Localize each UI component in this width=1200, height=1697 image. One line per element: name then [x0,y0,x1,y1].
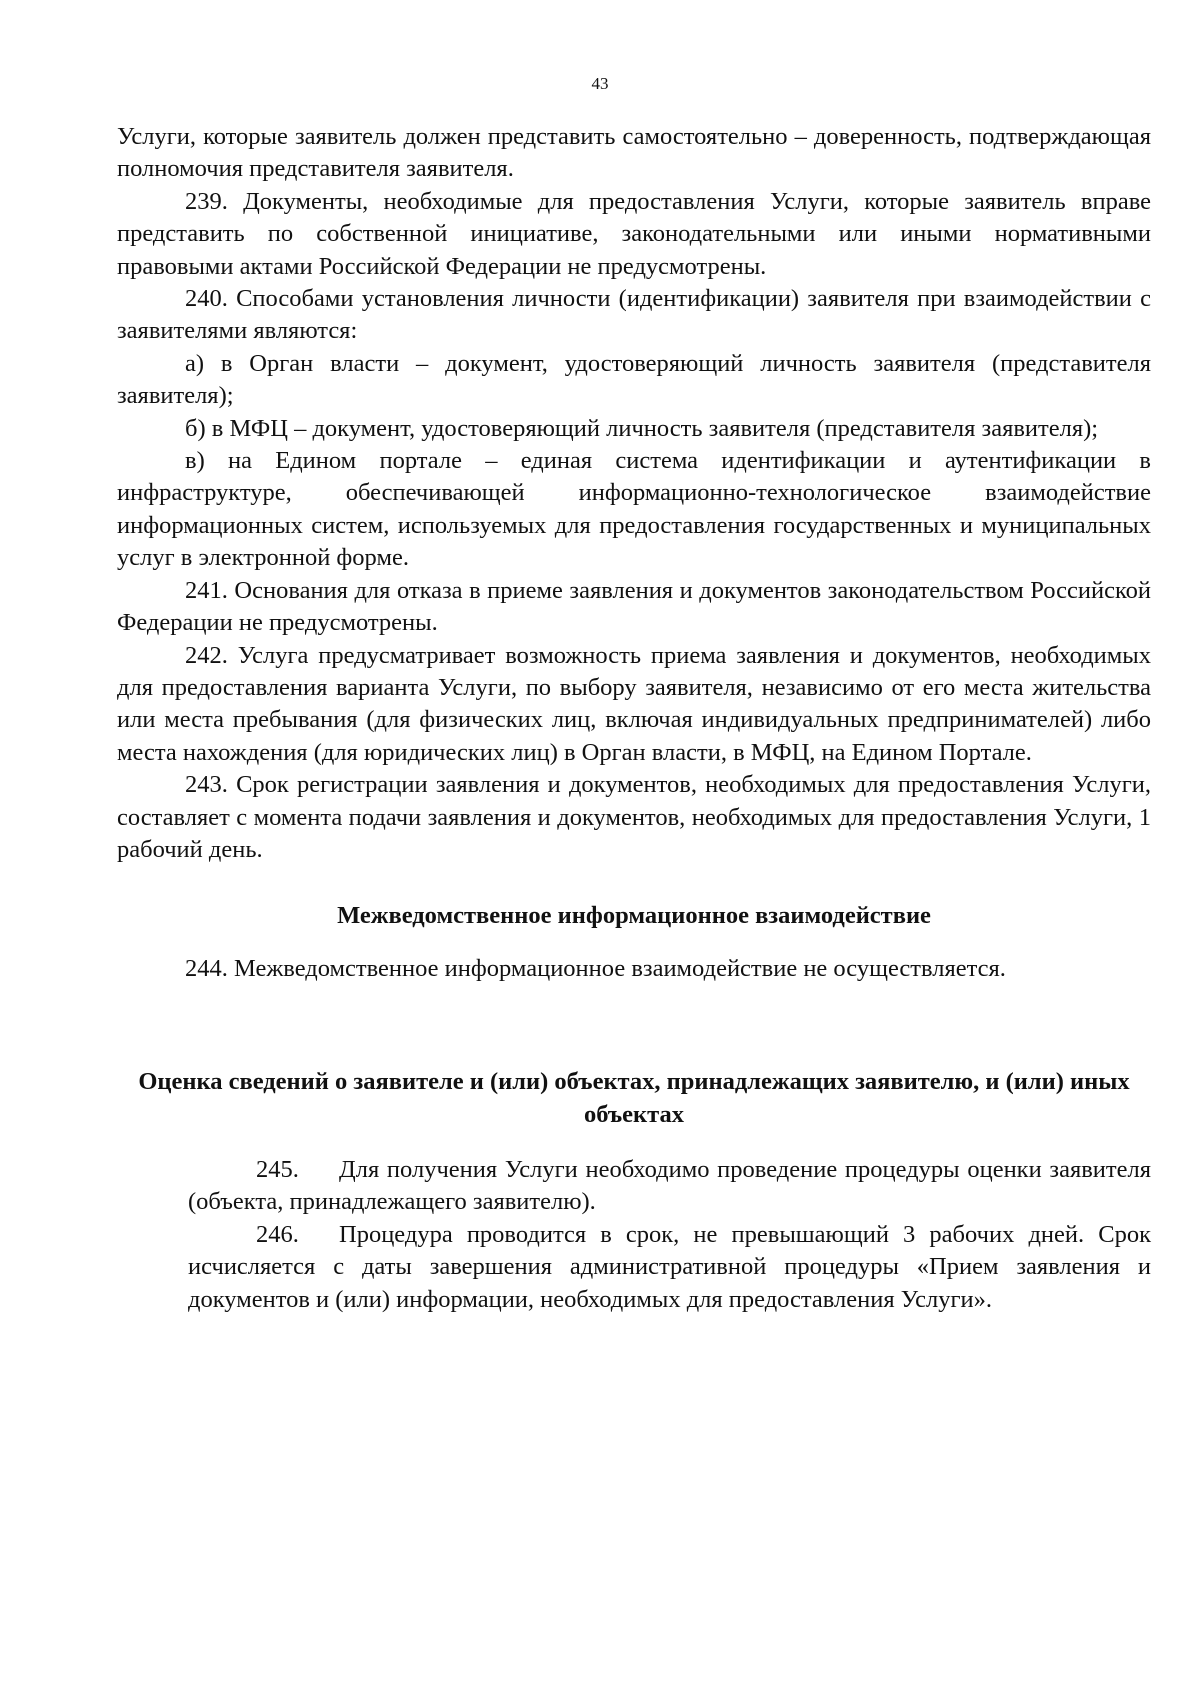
paragraph-240-b: б) в МФЦ – документ, удостоверяющий личность заявителя (представителя заявителя); [185,414,1099,442]
paragraph-245-number: 245. [256,1155,299,1183]
page-number: 43 [591,74,609,93]
paragraph-246-text: Процедура проводится в срок, не превышающий 3 рабочих дней. Срок исчисляется с даты завершения административной процедуры «Прием заявления и документов и (или) информации, необходимых для предоставления Услуги». [188,1220,1151,1313]
paragraph-243: 243. Срок регистрации заявления и документов, необходимых для предоставления Услуги, составляет с момента подачи заявления и документов, необходимых для предоставления Услуги, 1 рабочий день. [117,771,1151,863]
paragraph-240: 240. Способами установления личности (идентификации) заявителя при взаимодействии с заявителями являются: [117,285,1151,345]
paragraph-241: 241. Основания для отказа в приеме заявления и документов законодательством Российской Федерации не предусмотрены. [117,576,1151,637]
section-heading-interagency: Межведомственное информационное взаимодействие [337,902,931,930]
paragraph-240-a: а) в Орган власти – документ, удостоверяющий личность заявителя (представителя заявителя); [117,349,1151,410]
paragraph-239: 239. Документы, необходимые для предоставления Услуги, которые заявитель вправе представить по собственной инициативе, законодательными или иными нормативными правовыми актами Российской Федерации не предусмотрены. [117,187,1151,280]
paragraph-240-v: в) на Едином портале – единая система идентификации и аутентификации в инфраструктуре, обеспечивающей информационно-технологическое взаимодействие информационных систем, используемых для предоставления государственных и муниципальных услуг в электронной форме. [117,447,1151,572]
paragraph-245-text: Для получения Услуги необходимо проведение процедуры оценки заявителя (объекта, принадлежащего заявителю). [188,1155,1151,1216]
document-body [117,121,1151,1316]
paragraph-246 [188,1219,1151,1316]
section-heading-assessment: Оценка сведений о заявителе и (или) объектах, принадлежащих заявителю, и (или) иных объектах [138,1068,1130,1128]
paragraph-245 [188,1154,1151,1219]
paragraph-continuation: Услуги, которые заявитель должен представить самостоятельно – доверенность, подтверждающая полномочия представителя заявителя. [117,123,1151,183]
paragraph-242: 242. Услуга предусматривает возможность приема заявления и документов, необходимых для предоставления варианта Услуги, по выбору заявителя, независимо от его места жительства или места пребывания (для физических лиц, включая индивидуальных предпринимателей) либо места нахождения (для юридических лиц) в Орган власти, в МФЦ, на Едином Портале. [117,641,1151,766]
assessment-block [188,1154,1151,1316]
paragraph-246-number: 246. [256,1220,299,1248]
paragraph-244: 244. Межведомственное информационное взаимодействие не осуществляется. [185,954,1006,982]
